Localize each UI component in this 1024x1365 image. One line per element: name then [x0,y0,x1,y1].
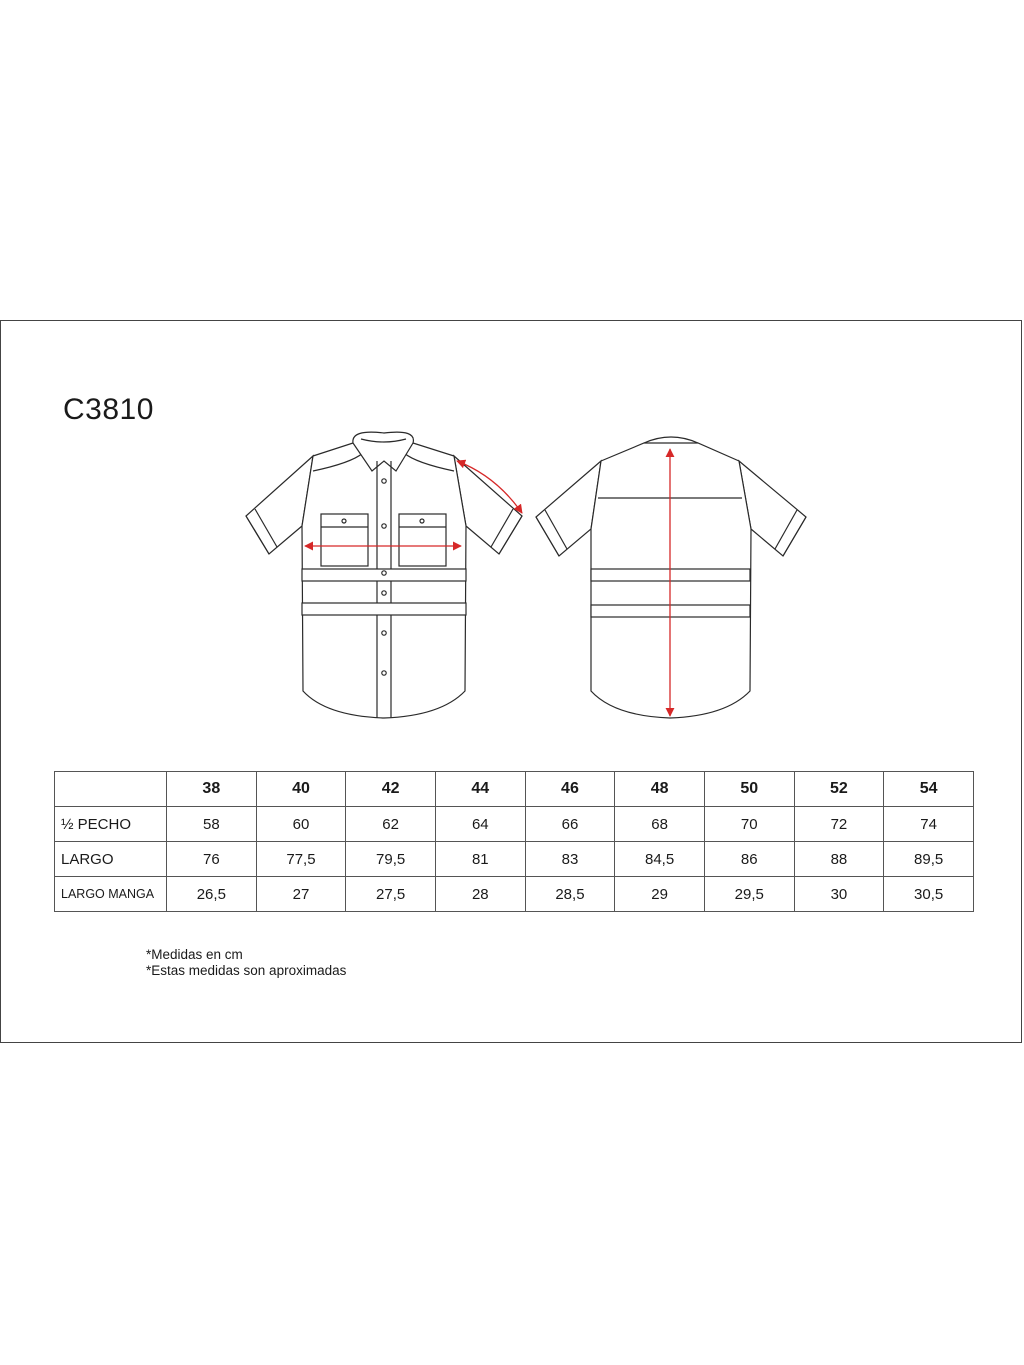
measurement-cell: 88 [794,842,884,877]
size-header-cell: 44 [435,772,525,807]
size-header-cell: 48 [615,772,705,807]
measurement-cell: 89,5 [884,842,974,877]
measurement-cell: 60 [256,807,346,842]
measurement-cell: 70 [704,807,794,842]
measurement-cell: 30,5 [884,877,974,912]
measurement-cell: 81 [435,842,525,877]
size-header-cell: 40 [256,772,346,807]
table-row [55,807,974,842]
table-row [55,877,974,912]
row-label: LARGO MANGA [55,877,167,912]
row-label: LARGO [55,842,167,877]
note-units: *Medidas en cm [146,947,243,962]
measurement-cell: 84,5 [615,842,705,877]
corner-cell [55,772,167,807]
measurement-cell: 66 [525,807,615,842]
measurement-cell: 76 [167,842,257,877]
measurement-cell: 77,5 [256,842,346,877]
measurement-cell: 72 [794,807,884,842]
size-header-row [55,772,974,807]
measurement-cell: 28,5 [525,877,615,912]
measurement-cell: 62 [346,807,436,842]
measurement-cell: 58 [167,807,257,842]
size-table [54,771,974,912]
table-row [55,842,974,877]
shirt-back-drawing [536,437,806,718]
measurement-cell: 29,5 [704,877,794,912]
measurement-cell: 79,5 [346,842,436,877]
note-approximate: *Estas medidas son aproximadas [146,963,347,978]
model-code: C3810 [63,393,154,426]
measurement-cell: 28 [435,877,525,912]
size-header-cell: 42 [346,772,436,807]
measurement-cell: 26,5 [167,877,257,912]
measurement-cell: 27,5 [346,877,436,912]
measurement-cell: 64 [435,807,525,842]
measurement-cell: 30 [794,877,884,912]
size-header-cell: 54 [884,772,974,807]
shirt-drawings [1,321,1023,761]
size-header-cell: 46 [525,772,615,807]
row-label: ½ PECHO [55,807,167,842]
measurement-cell: 68 [615,807,705,842]
size-header-cell: 50 [704,772,794,807]
size-header-cell: 38 [167,772,257,807]
measurement-cell: 27 [256,877,346,912]
measurement-cell: 86 [704,842,794,877]
size-header-cell: 52 [794,772,884,807]
size-chart-sheet [0,320,1022,1043]
measurement-cell: 29 [615,877,705,912]
measurement-cell: 83 [525,842,615,877]
measurement-cell: 74 [884,807,974,842]
notes [146,947,346,979]
shirt-front-drawing [246,432,522,718]
